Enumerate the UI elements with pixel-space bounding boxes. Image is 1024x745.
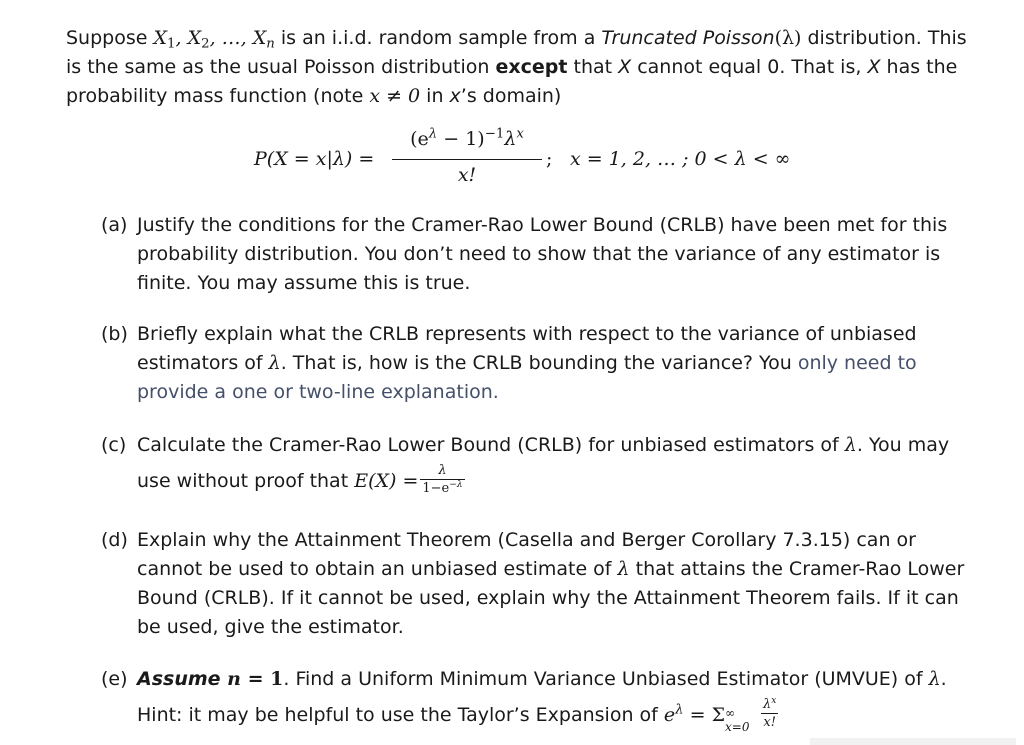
part-d [101,526,1001,644]
lambda-param: (λ) [774,27,802,49]
expectation-fraction: $\frac{\lambda}{1-e^{-\lambda}}$ [422,463,463,496]
part-d-line: be used, give the estimator. [137,616,404,638]
pmf-fraction [392,128,542,186]
blue-note: only need to [797,352,917,374]
pmf-equation [254,128,814,198]
part-e-label: (e) [101,668,128,690]
part-a [101,211,1001,301]
intro-text: distribution. This [801,27,967,49]
part-d-line: Bound (CRLB). If it cannot be used, explain why the Attainment Theorem fails. If it can [137,587,959,609]
var-x1: $X_1$, $X_2$, …, $X_n$ [153,27,275,52]
intro-line-2: is the same as the usual Poisson distribution except that X cannot equal 0. That is, X has the [66,56,958,78]
part-b-line-blue: provide a one or two-line explanation. [137,381,499,403]
intro-text: is an i.i.d. random sample from a [274,27,602,49]
pmf-lhs: P(X = x|λ) = [254,148,375,170]
part-d-label: (d) [101,529,128,551]
intro-paragraph [66,24,996,111]
intro-text: Suppose [66,27,154,49]
part-d-line: cannot be used to obtain an unbiased estimate of λ that attains the Cramer-Rao Lower [137,558,965,580]
part-a-line: Justify the conditions for the Cramer-Rao Lower Bound (CRLB) have been met for this [137,214,948,236]
intro-line-1 [66,24,996,53]
part-b-label: (b) [101,323,128,345]
taylor-fraction: $\frac{\lambda^x}{x!}$ [763,696,777,730]
part-a-label: (a) [101,214,128,236]
part-a-line: finite. You may assume this is true. [137,272,471,294]
part-d-body [137,526,997,642]
summation-symbol: Σ [711,704,726,726]
pmf-numerator: $(e^\lambda - 1)^{-1}\lambda^x$ [410,126,524,150]
pmf-semicolon: ; [546,148,553,170]
summation-limits: ∞ x=0 [725,705,750,734]
part-c [101,431,1001,501]
part-e-line: Assume n = 1. Find a Uniform Minimum Variance Unbiased Estimator (UMVUE) of λ. [137,668,947,690]
x-not-zero: x ≠ 0 [369,85,421,107]
part-b-line: Briefly explain what the CRLB represents with respect to the variance of unbiased [137,323,917,345]
part-b-body [137,320,997,407]
pmf-denominator: x! [457,164,477,186]
part-e [101,665,1001,741]
intro-line-3: probability mass function (note x ≠ 0 in x’s domain) [66,85,562,107]
part-e-hint: Hint: it may be helpful to use the Taylor’s Expansion of $e^\lambda = \Sigma$ ∞ x=0 $\frac{\lambda^x}{x!}$ [137,696,777,734]
part-c-body [137,431,997,497]
except-emphasis: except [495,56,568,78]
scroll-remnant-bar [810,738,1016,745]
part-e-body [137,665,997,734]
part-b-line: estimators of λ. That is, how is the CRLB bounding the variance? You only need to [137,352,917,374]
assume-emphasis: Assume [137,668,228,690]
part-c-label: (c) [101,434,127,456]
part-c-line: use without proof that E(X) = $\frac{\lambda}{1-e^{-\lambda}}$ [137,463,463,496]
part-d-line: Explain why the Attainment Theorem (Casella and Berger Corollary 7.3.15) can or [137,529,916,551]
part-c-line: Calculate the Cramer-Rao Lower Bound (CRLB) for unbiased estimators of λ. You may [137,434,950,456]
part-a-body [137,211,997,298]
fraction-bar [392,159,542,160]
distribution-name: Truncated Poisson [601,27,775,49]
expectation-lhs: E(X) = [354,470,419,492]
part-b [101,320,1001,410]
pmf-support: x = 1, 2, … ; 0 < λ < ∞ [570,148,791,170]
part-a-line: probability distribution. You don’t need to show that the variance of any estimator is [137,243,941,265]
